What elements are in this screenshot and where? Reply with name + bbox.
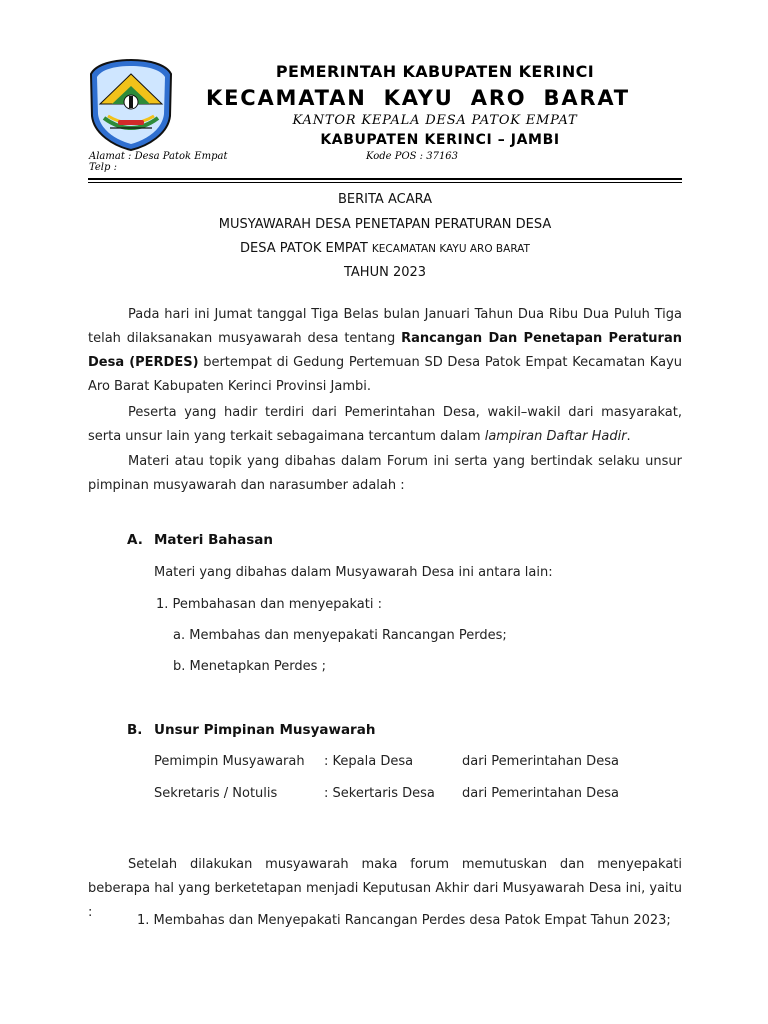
doc-subtitle: MUSYAWARAH DESA PENETAPAN PERATURAN DESA: [218, 217, 552, 232]
letterhead-rule-thin: [88, 182, 682, 183]
paragraph-decision-text: Setelah dilakukan musyawarah maka forum memutuskan dan menyepakati beberapa hal yang berketetapan menjadi Keputusan Akhir dari Musyawarah Desa ini, yaitu :: [88, 857, 682, 920]
section-a-title: Materi Bahasan: [154, 532, 274, 548]
paragraph-topics-text: Materi atau topik yang dibahas dalam Forum ini serta yang bertindak selaku unsur pimpinan musyawarah dan narasumber adalah :: [88, 454, 682, 493]
leader-name: : Kepala Desa: [324, 754, 414, 769]
section-b-heading: [127, 722, 375, 738]
regency-logo: [88, 58, 174, 152]
paragraph-opening-text-b: bertempat di Gedung Pertemuan SD Desa Patok Empat Kecamatan Kayu Aro Barat Kabupaten Kerinci Provinsi Jambi.: [88, 355, 682, 394]
paragraph-participants: [88, 401, 682, 449]
doc-village-line: [88, 241, 682, 256]
letterhead-address: Alamat : Desa Patok Empat: [89, 151, 228, 162]
doc-title: BERITA ACARA: [338, 192, 432, 207]
paragraph-opening-subject: Rancangan Dan Penetapan Peraturan Desa (PERDES): [88, 331, 682, 370]
section-a-intro: Materi yang dibahas dalam Musyawarah Desa ini antara lain:: [154, 565, 553, 580]
paragraph-opening-text-a: Pada hari ini Jumat tanggal Tiga Belas bulan Januari Tahun Dua Ribu Dua Puluh Tiga telah dilaksanakan musyawarah desa tentang: [88, 307, 682, 346]
letterhead-government: PEMERINTAH KABUPATEN KERINCI: [275, 62, 595, 81]
letterhead-district: KECAMATAN KAYU ARO BARAT: [206, 86, 630, 110]
secretary-origin: dari Pemerintahan Desa: [462, 786, 619, 801]
section-b-title: Unsur Pimpinan Musyawarah: [154, 722, 376, 738]
doc-year: TAHUN 2023: [343, 265, 427, 280]
section-a-subitem-a: a. Membahas dan menyepakati Rancangan Perdes;: [173, 628, 507, 643]
secretary-role: Sekretaris / Notulis: [154, 786, 278, 801]
section-a-heading: [127, 532, 273, 548]
secretary-name: : Sekertaris Desa: [324, 786, 435, 801]
decision-item-1: 1. Membahas dan Menyepakati Rancangan Perdes desa Patok Empat Tahun 2023;: [137, 913, 671, 928]
leader-origin: dari Pemerintahan Desa: [462, 754, 619, 769]
village-name: DESA PATOK EMPAT: [240, 241, 368, 256]
paragraph-participants-end: .: [626, 429, 631, 444]
paragraph-topics: [88, 450, 682, 498]
section-a-letter: A.: [127, 532, 143, 548]
letterhead-office: KANTOR KEPALA DESA PATOK EMPAT: [292, 113, 578, 128]
paragraph-opening: [88, 303, 682, 399]
letterhead-postal-code: Kode POS : 37163: [366, 151, 459, 162]
leader-role: Pemimpin Musyawarah: [154, 754, 305, 769]
district-name: KECAMATAN KAYU ARO BARAT: [371, 243, 530, 255]
letterhead-regency: KABUPATEN KERINCI – JAMBI: [320, 132, 560, 148]
section-a-item-1: 1. Pembahasan dan menyepakati :: [156, 597, 382, 612]
section-a-subitem-b: b. Menetapkan Perdes ;: [173, 659, 326, 674]
letterhead-rule-thick: [88, 178, 682, 180]
section-b-letter: B.: [127, 722, 143, 738]
paragraph-participants-text: Peserta yang hadir terdiri dari Pemerintahan Desa, wakil–wakil dari masyarakat, serta unsur lain yang terkait sebagaimana tercantum dalam: [88, 405, 682, 444]
attendance-list-reference: lampiran Daftar Hadir: [484, 429, 627, 444]
letterhead-phone: Telp :: [89, 162, 117, 173]
